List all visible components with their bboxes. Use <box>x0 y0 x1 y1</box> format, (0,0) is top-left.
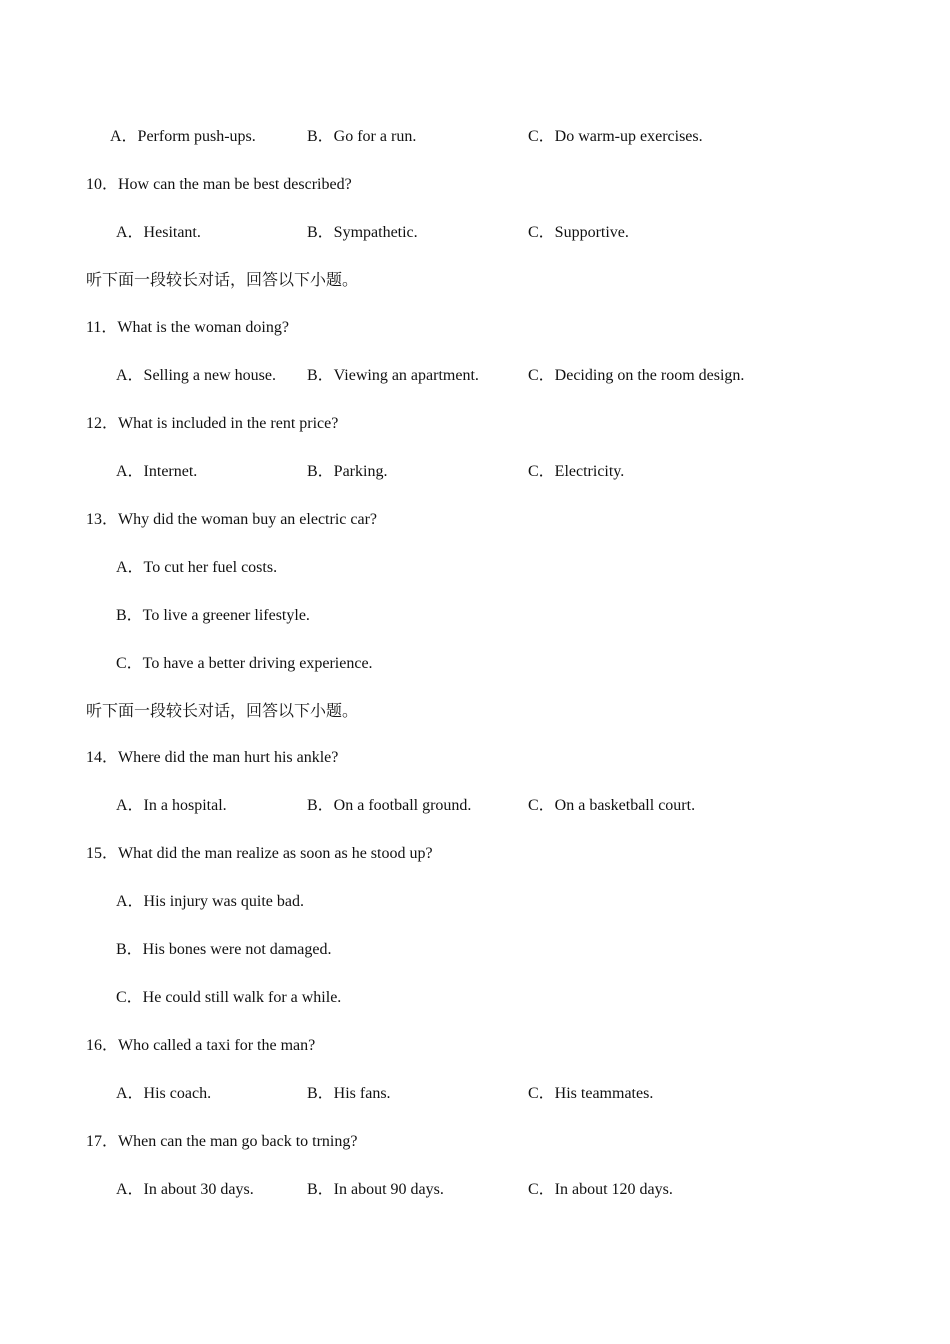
option-a: A．To cut her fuel costs. <box>116 559 278 576</box>
option-c: C．On a basketball court. <box>528 797 696 814</box>
option-c: C．He could still walk for a while. <box>116 989 342 1006</box>
option-c: C．Deciding on the room design. <box>528 367 745 384</box>
option-a: A．In a hospital. <box>116 797 227 814</box>
option-a: A．Hesitant. <box>116 224 201 241</box>
option-b: B．Viewing an apartment. <box>307 367 479 384</box>
option-b: B．On a football ground. <box>307 797 472 814</box>
question-11: 11．What is the woman doing? <box>86 319 289 336</box>
option-a: A．His coach. <box>116 1085 212 1102</box>
option-b: B．Sympathetic. <box>307 224 418 241</box>
option-b: B．Parking. <box>307 463 388 480</box>
question-17: 17．When can the man go back to trning? <box>86 1133 358 1150</box>
question-13: 13．Why did the woman buy an electric car? <box>86 511 378 528</box>
question-14: 14．Where did the man hurt his ankle? <box>86 749 339 766</box>
question-10: 10．How can the man be best described? <box>86 176 352 193</box>
question-15: 15．What did the man realize as soon as he stood up? <box>86 845 433 862</box>
option-c: C．Do warm-up exercises. <box>528 128 703 145</box>
option-b: B．Go for a run. <box>307 128 417 145</box>
option-b: B．His fans. <box>307 1085 391 1102</box>
option-c: C．His teammates. <box>528 1085 654 1102</box>
option-b: B．In about 90 days. <box>307 1181 444 1198</box>
section-instruction: 听下面一段较长对话，回答以下小题。 <box>86 272 359 289</box>
option-a: A．Perform push-ups. <box>110 128 256 145</box>
option-a: A．Selling a new house. <box>116 367 276 384</box>
option-c: C．Supportive. <box>528 224 629 241</box>
option-a: A．Internet. <box>116 463 198 480</box>
option-a: A．In about 30 days. <box>116 1181 254 1198</box>
option-c: C．To have a better driving experience. <box>116 655 373 672</box>
option-a: A．His injury was quite bad. <box>116 893 304 910</box>
option-b: B．His bones were not damaged. <box>116 941 332 958</box>
option-b: B．To live a greener lifestyle. <box>116 607 310 624</box>
question-12: 12．What is included in the rent price? <box>86 415 339 432</box>
question-16: 16．Who called a taxi for the man? <box>86 1037 316 1054</box>
option-c: C．Electricity. <box>528 463 625 480</box>
section-instruction: 听下面一段较长对话，回答以下小题。 <box>86 703 359 720</box>
option-c: C．In about 120 days. <box>528 1181 673 1198</box>
